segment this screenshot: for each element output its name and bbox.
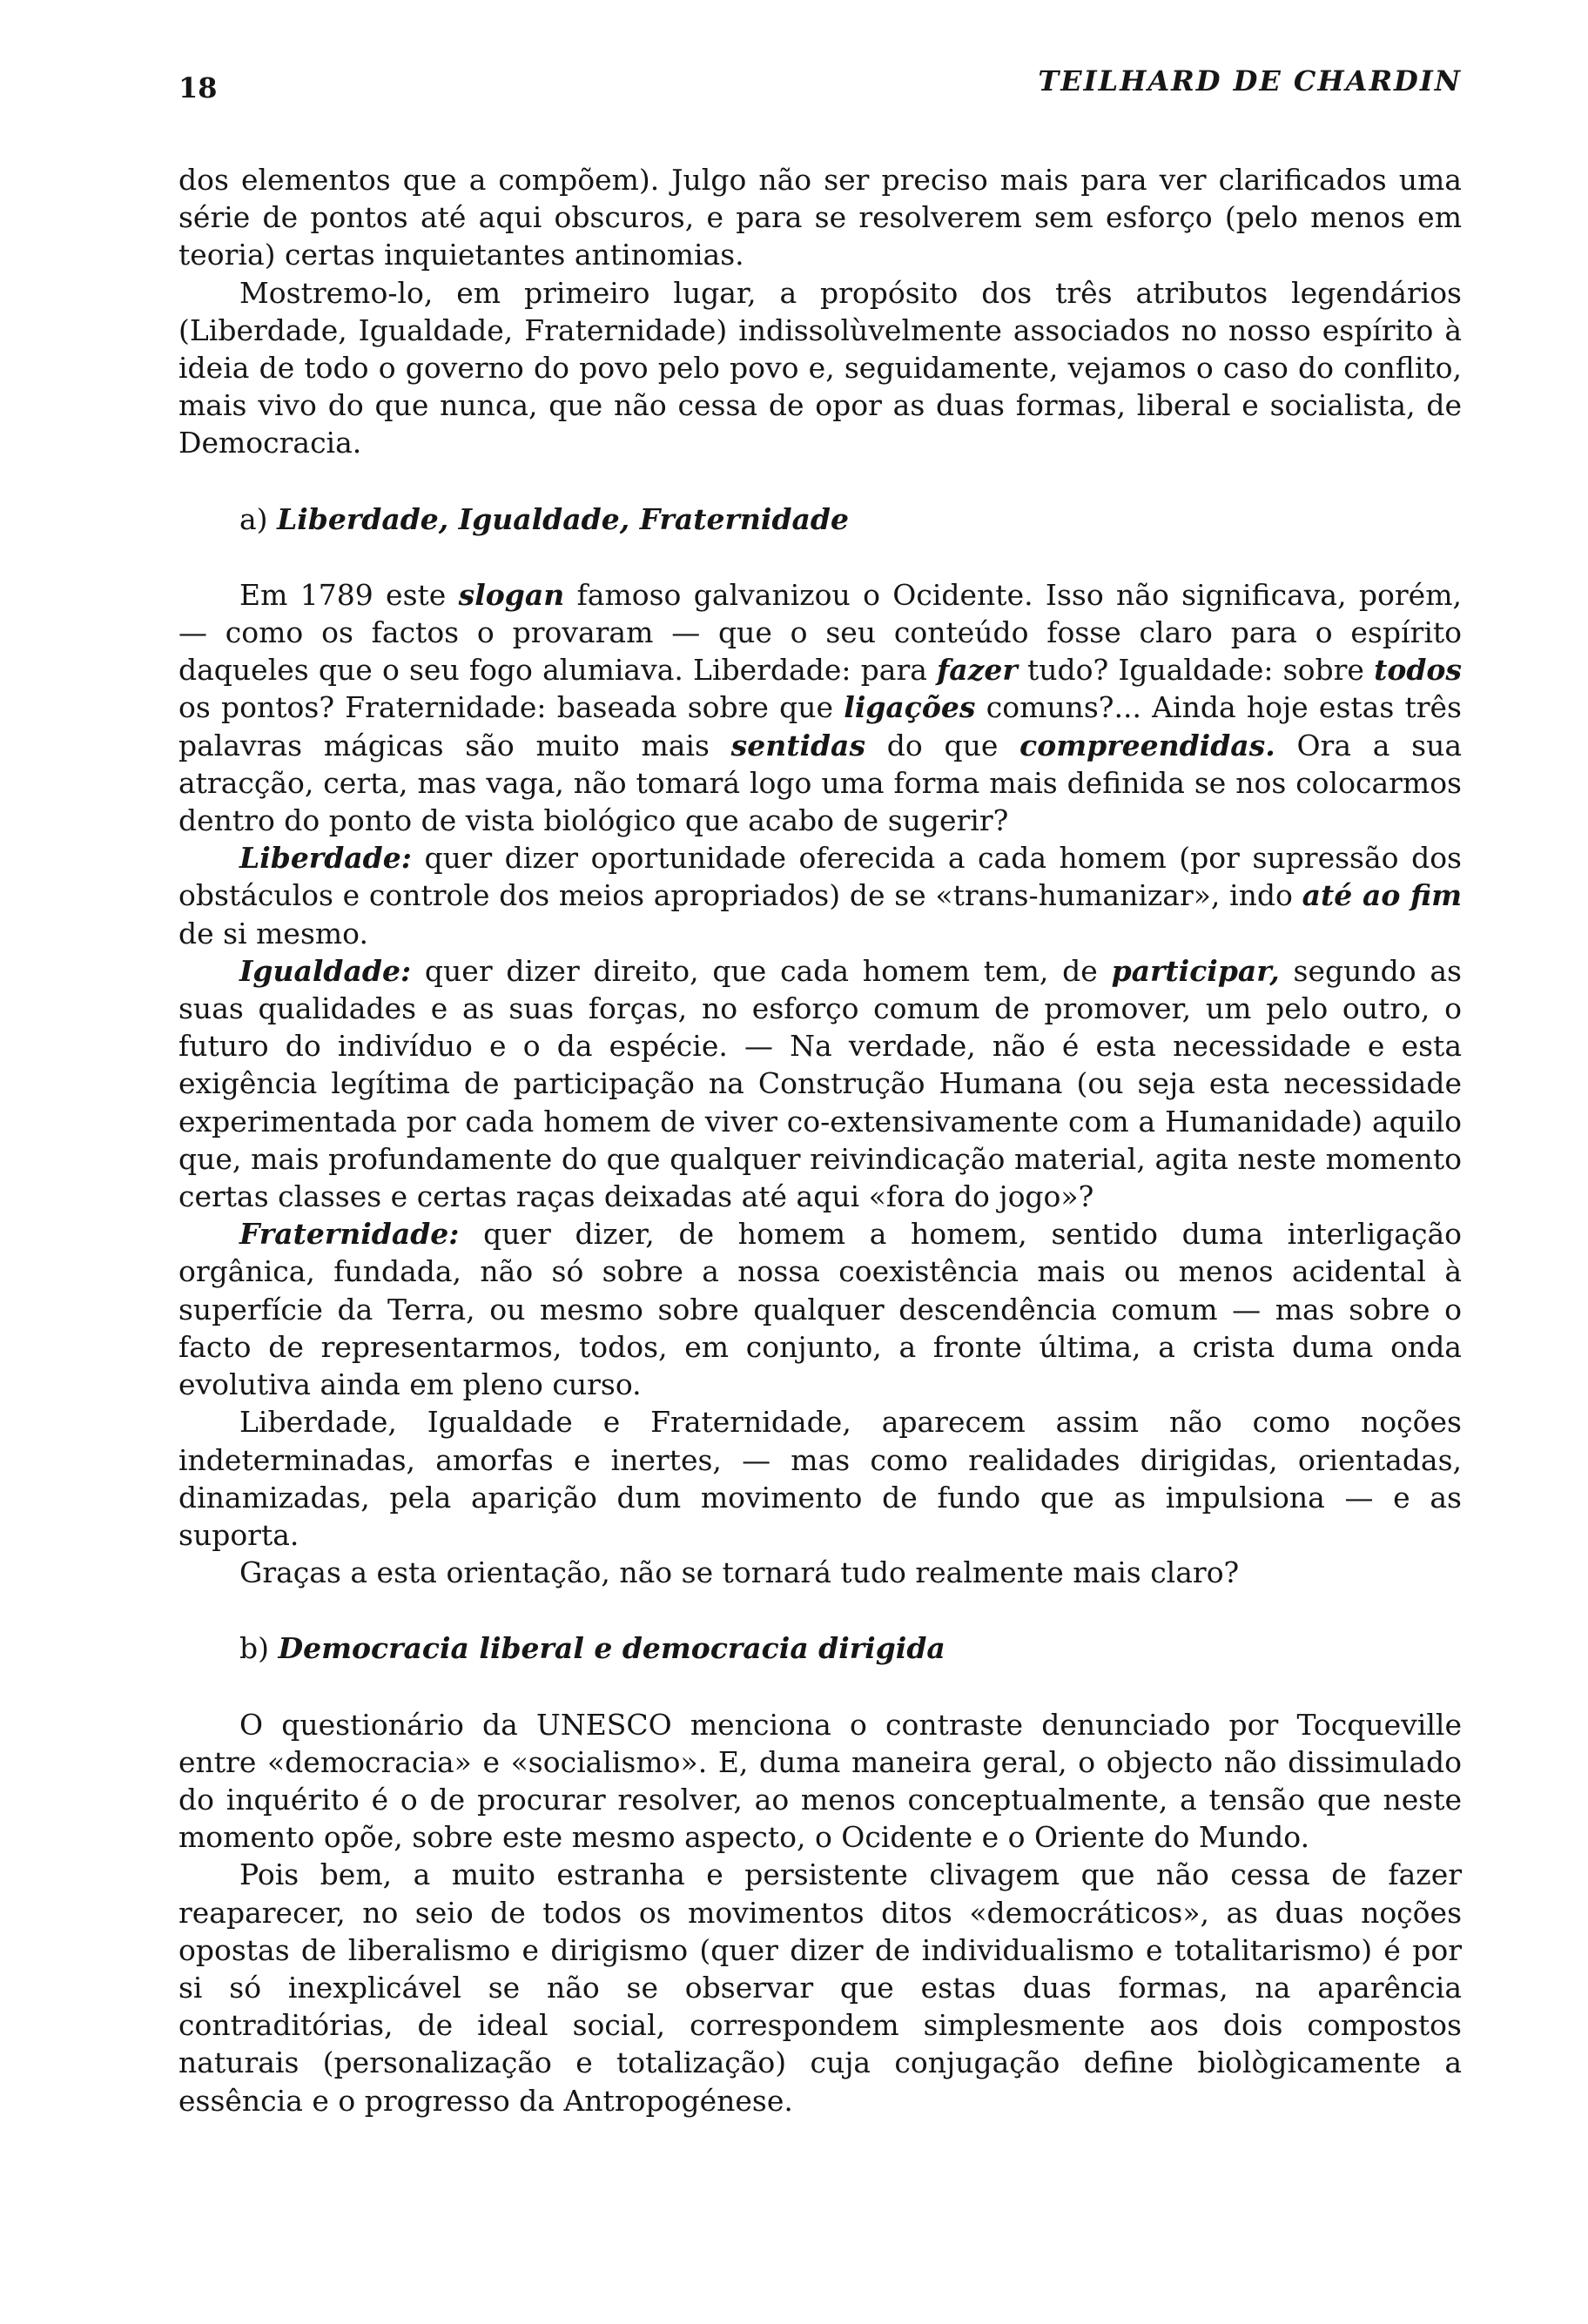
emphasis: fazer [937,653,1018,688]
term-fraternidade: Fraternidade: [239,1217,460,1252]
paragraph-fraternidade: Fraternidade: quer dizer, de homem a homem, sentido duma interligação orgânica, fundada, não só sobre a nossa coexistência mais ou menos acidental à superfície da Terra, ou mesmo sobre qualquer descendência comum — mas sobre o facto de representarmos, todos, em conjunto, a fronte última, a crista duma onda evolutiva ainda em pleno curso. [178,1217,1462,1402]
running-head: TEILHARD DE CHARDIN [1038,64,1462,97]
paragraph-8: Graças a esta orientação, não se tornará tudo realmente mais claro? [239,1555,1240,1590]
page-header [178,61,1462,113]
paragraph-1: dos elementos que a compõem). Julgo não ser preciso mais para ver clarificados uma série de pontos até aqui obscuros, e para se resolverem sem esforço (pelo menos em teoria) certas inquietantes antinomias. [178,163,1462,272]
emphasis: slogan [458,577,565,612]
term-liberdade: Liberdade: [239,841,412,876]
paragraph-igualdade: Igualdade: quer dizer direito, que cada homem tem, de participar, segundo as suas qualidades e as suas forças, no esforço comum de promover, um pelo outro, o futuro do indivíduo e o da espécie. — Na verdade, não é esta necessidade e esta exigência legítima de participação na Construção Humana (ou seja esta necessidade experimentada por cada homem de viver co-extensivamente com a Humanidade) aquilo que, mais profundamente do que qualquer reivindicação material, agita neste momento certas classes e certas raças deixadas até aqui «fora do jogo»? [178,953,1462,1214]
section-letter: a) [239,501,268,536]
emphasis: participar, [1111,953,1280,988]
emphasis: até ao fim [1302,878,1463,913]
page-body [178,161,1462,2119]
emphasis: compreendidas. [1019,728,1275,762]
emphasis: todos [1374,653,1462,688]
term-igualdade: Igualdade: [239,953,412,988]
section-heading-a [239,500,1462,538]
emphasis: ligações [844,690,976,725]
section-heading-b [239,1629,1462,1667]
section-title: Liberdade, Igualdade, Fraternidade [277,501,849,536]
section-title: Democracia liberal e democracia dirigida [278,1631,945,1666]
paragraph-7: Liberdade, Igualdade e Fraternidade, aparecem assim não como noções indeterminadas, amorfas e inertes, — mas como realidades dirigidas, orientadas, dinamizadas, pela aparição dum movimento de fundo que as impulsiona — e as suporta. [178,1405,1462,1552]
paragraph-9: O questionário da UNESCO menciona o contraste denunciado por Tocqueville entre «democracia» e «socialismo». E, duma maneira geral, o objecto não dissimulado do inquérito é o de procurar resolver, ao menos conceptualmente, a tensão que neste momento opõe, sobre este mesmo aspecto, o Ocidente e o Oriente do Mundo. [178,1707,1462,1855]
section-letter: b) [239,1631,269,1666]
paragraph-liberdade: Liberdade: quer dizer oportunidade oferecida a cada homem (por supressão dos obstáculos e controle dos meios apropriados) de se «trans-humanizar», indo até ao fim de si mesmo. [178,841,1463,950]
paragraph-10: Pois bem, a muito estranha e persistente clivagem que não cessa de fazer reaparecer, no seio de todos os movimentos ditos «democráticos», as duas noções opostas de liberalismo e dirigismo (quer dizer de individualismo e totalitarismo) é por si só inexplicável se não se observar que estas duas formas, na aparência contraditórias, de ideal social, correspondem simplesmente aos dois compostos naturais (personalização e totalização) cuja conjugação define biològicamente a essência e o progresso da Antropogénese. [178,1857,1462,2118]
emphasis: sentidas [730,728,866,762]
paragraph-3: Em 1789 este slogan famoso galvanizou o Ocidente. Isso não significava, porém, — como os factos o provaram — que o seu conteúdo fosse claro para o espírito daqueles que o seu fogo alumiava. Liberdade: para fazer tudo? Igualdade: sobre todos os pontos? Fraternidade: baseada sobre que ligações comuns?... Ainda hoje estas três palavras mágicas são muito mais sentidas do que compreendidas. Ora a sua atracção, certa, mas vaga, não tomará logo uma forma mais definida se nos colocarmos dentro do ponto de vista biológico que acabo de sugerir? [178,577,1462,838]
paragraph-2: Mostremo-lo, em primeiro lugar, a propósito dos três atributos legendários (Liberdade, Igualdade, Fraternidade) indissolùvelmente associados no nosso espírito à ideia de todo o governo do povo pelo povo e, seguidamente, vejamos o caso do conflito, mais vivo do que nunca, que não cessa de opor as duas formas, liberal e socialista, de Democracia. [178,275,1462,460]
page-number: 18 [178,71,218,104]
